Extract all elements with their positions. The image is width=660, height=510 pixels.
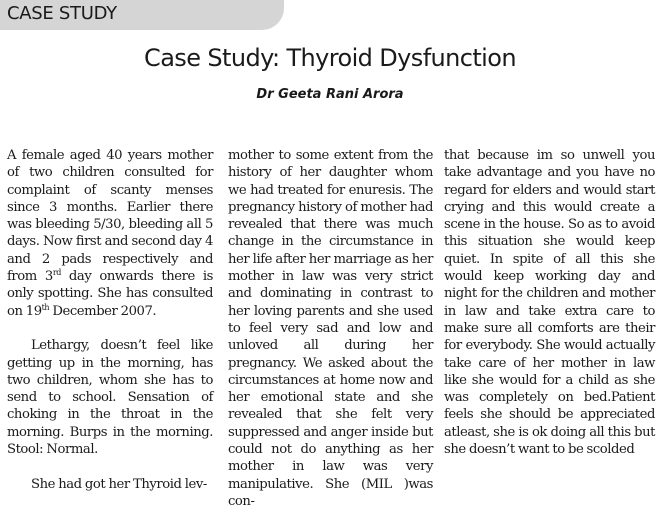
section-banner bbox=[0, 0, 284, 30]
text-column-1 bbox=[7, 147, 213, 493]
text-column-3 bbox=[444, 147, 655, 458]
paragraph bbox=[7, 147, 213, 320]
superscript: th bbox=[41, 302, 50, 312]
paragraph: Lethargy, doesn’t feel like getting up in the morning, has two children, whom she has to send to school. Sensation of choking in the throat in the morning. Burps in the morning. Stool: Normal. bbox=[7, 338, 213, 458]
text-column-2 bbox=[228, 147, 433, 510]
paragraph: She had got her Thyroid lev- bbox=[31, 476, 207, 492]
superscript: rd bbox=[52, 268, 61, 278]
text-run: A female aged 40 years mother of two children consulted for complaint of scanty menses since 3 months. Earlier there was bleeding 5/30, bleeding all 5 days. Now first and second day 4 and 2 pads respectively and from 3 bbox=[7, 148, 213, 285]
section-label: CASE STUDY bbox=[7, 3, 117, 24]
article-author: Dr Geeta Rani Arora bbox=[256, 87, 404, 102]
text-run: day onwards there is only spotting. She has consulted on 19 bbox=[7, 269, 213, 319]
article-title: Case Study: Thyroid Dysfunction bbox=[144, 44, 516, 72]
text-run: December 2007. bbox=[49, 303, 157, 319]
paragraph: that because im so unwell you take advantage and you have no regard for elders and would start crying and this would create a scene in the house. So as to avoid this situation she would keep quiet. In spite of all this she would keep working day and night for the children and mother in law and take extra care to make sure all comforts are their for everybody. She would actually take care of her mother in law like she would for a child as she was completely on bed.Patient feels she should be appreciated atleast, she is ok doing all this but she doesn’t want to be scolded bbox=[444, 148, 655, 458]
paragraph: mother to some extent from the history of her daughter whom we had treated for enuresis. The pregnancy history of mother had revealed that there was much change in the circumstance in her life after her marriage as her mother in law was very strict and dominating in contrast to her loving parents and she used to feel very sad and low and unloved all during her pregnancy. We asked about the circumstances at home now and her emotional state and she revealed that she felt very suppressed and anger inside but could not do anything as her mother in law was very manipulative. She (MIL )was con- bbox=[228, 148, 433, 509]
